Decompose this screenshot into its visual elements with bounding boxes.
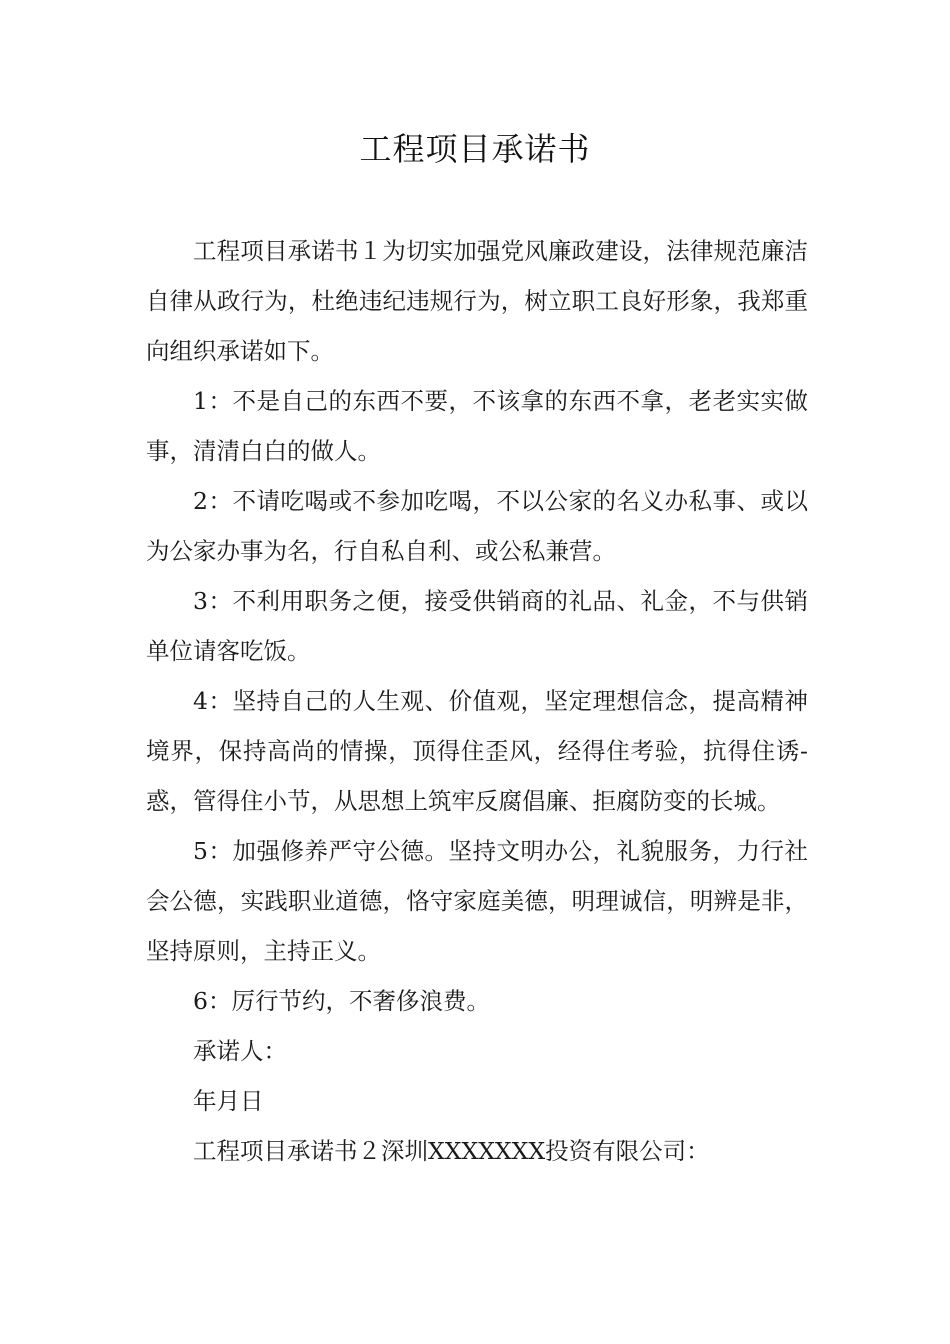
- paragraph-item-6: 6：厉行节约，不奢侈浪费。: [193, 987, 490, 1015]
- document-body: [146, 226, 808, 1176]
- paragraph-item-4: 4：坚持自己的人生观、价值观，坚定理想信念，提高精神境界，保持高尚的情操，顶得住歪风，经得住考验，抗得住诱-惑，管得住小节，从思想上筑牢反腐倡廉、拒腐防变的长城。: [146, 687, 808, 815]
- paragraph-item-3: 3：不利用职务之便，接受供销商的礼品、礼金，不与供销单位请客吃饭。: [146, 587, 808, 665]
- paragraph-item-5: 5：加强修养严守公德。坚持文明办公，礼貌服务，力行社会公德，实践职业道德，恪守家庭美德，明理诚信，明辨是非，坚持原则，主持正义。: [146, 837, 808, 965]
- paragraph-item-1: 1：不是自己的东西不要，不该拿的东西不拿，老老实实做事，清清白白的做人。: [146, 387, 808, 465]
- paragraph-second-letter: 工程项目承诺书２深圳XXXXXXX投资有限公司：: [193, 1137, 710, 1165]
- paragraph-item-2: 2：不请吃喝或不参加吃喝，不以公家的名义办私事、或以为公家办事为名，行自私自利、或公私兼营。: [146, 487, 808, 565]
- date-label: 年月日: [193, 1087, 264, 1115]
- document-title: 工程项目承诺书: [359, 130, 591, 168]
- signature-label: 承诺人：: [193, 1037, 287, 1065]
- paragraph-intro: 工程项目承诺书１为切实加强党风廉政建设，法律规范廉洁自律从政行为，杜绝违纪违规行为，树立职工良好形象，我郑重向组织承诺如下。: [146, 237, 808, 365]
